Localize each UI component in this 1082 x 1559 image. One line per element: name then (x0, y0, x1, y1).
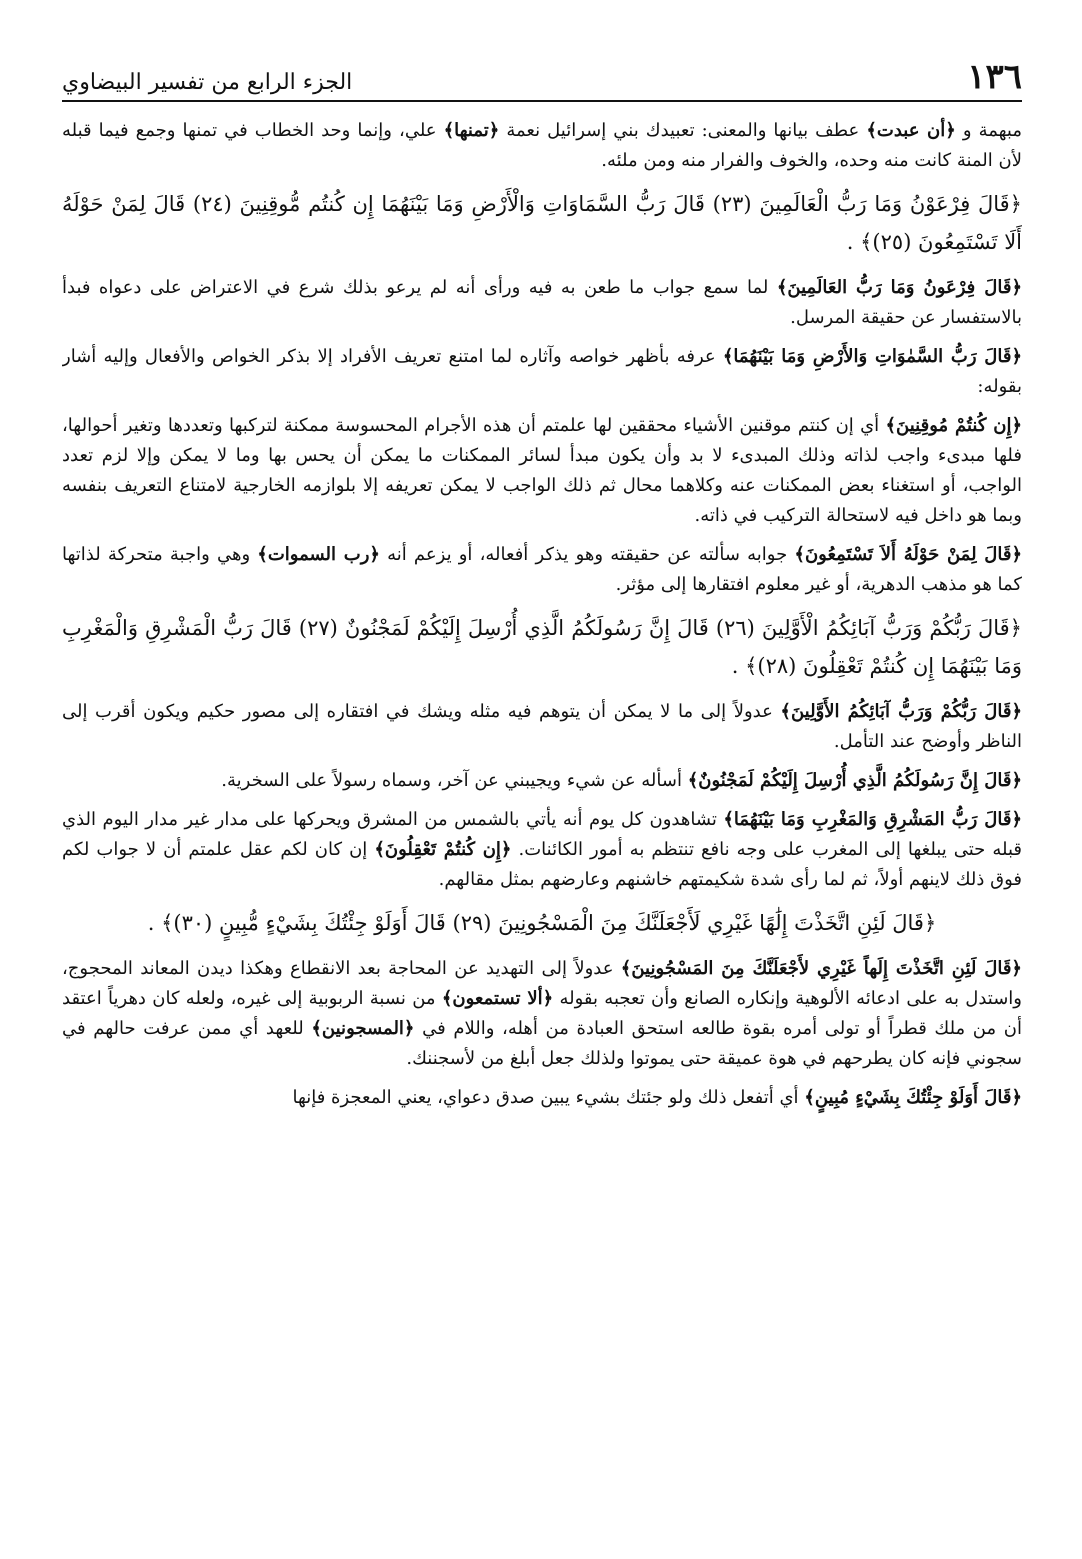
quoted-verse-text: ﴿أن عبدت﴾ (866, 120, 956, 141)
quran-verse-block (62, 185, 1022, 261)
quran-verse-block (62, 904, 1022, 942)
quoted-verse-text: ﴿قَالَ أَوَلَوْ جِئْتُكَ بِشَيْءٍ مُبِينٍ﴾ (804, 1087, 1022, 1108)
text-segment: علي، وإنما وحد الخطاب في تمنها وجمع فيما قبله لأن المنة كانت منه وحده، والخوف والفرار منه ومن ملئه. (62, 120, 1022, 171)
text-segment: ﴿قَالَ رَبُّكُمْ وَرَبُّ آبَائِكُمُ الْأَوَّلِينَ (٢٦) قَالَ إِنَّ رَسُولَكُمُ الَّذِي أُرْسِلَ إِلَيْكُمْ لَمَجْنُونٌ (٢٧) قَالَ رَبُّ الْمَشْرِقِ وَالْمَغْرِبِ وَمَا بَيْنَهُمَا إِن كُنتُمْ تَعْقِلُونَ (٢٨)﴾ . (62, 616, 1022, 678)
running-title: الجزء الرابع من تفسير البيضاوي (62, 70, 353, 95)
text-segment: للعهد أي ممن عرفت حالهم في سجوني فإنه كان يطرحهم في هوة عميقة حتى يموتوا ولذلك جعل أبلغ من لأسجننك. (62, 1018, 1022, 1069)
quoted-verse-text: ﴿ألا تستمعون﴾ (441, 988, 554, 1009)
text-segment: تشاهدون كل يوم أنه يأتي بالشمس من المشرق ويحركها على مدار غير مدار اليوم الذي قبله حتى يبلغها إلى المغرب على وجه نافع تنتظم به أمور الكائنات. (62, 809, 1022, 860)
commentary-paragraph (62, 697, 1022, 757)
text-segment: أي أتفعل ذلك ولو جئتك بشيء يبين صدق دعواي، يعني المعجزة فإنها (292, 1087, 805, 1108)
text-segment: مبهمة و (955, 120, 1022, 141)
page-header (62, 48, 1022, 102)
quoted-verse-text: ﴿قَالَ فِرْعَونُ وَمَا رَبُّ العَالَمِينَ﴾ (776, 277, 1022, 298)
commentary-paragraph (62, 766, 1022, 796)
quoted-verse-text: ﴿إِن كُنتُمْ تَعْقِلُونَ﴾ (374, 839, 512, 860)
text-segment: إن كان لكم عقل علمتم أن لا جواب لكم فوق ذلك لاينهم أولاً، ثم لما رأى شدة شكيمتهم خاشنهم وعارضهم بمثل مقالهم. (62, 839, 1022, 890)
quoted-verse-text: ﴿قَالَ لَئِنِ اتَّخَذْتَ إِلَهاً غَيْرِي لأَجْعَلَنَّكَ مِنَ المَسْجُونِينَ﴾ (620, 958, 1022, 979)
commentary-paragraph (62, 411, 1022, 531)
quoted-verse-text: ﴿إِن كُنتُمْ مُوقِنِينَ﴾ (885, 415, 1022, 436)
page-body (62, 116, 1022, 1113)
commentary-paragraph (62, 273, 1022, 333)
text-segment: ﴿قَالَ لَئِنِ اتَّخَذْتَ إِلَٰهًا غَيْرِي لَأَجْعَلَنَّكَ مِنَ الْمَسْجُونِينَ (٢٩) قَالَ أَوَلَوْ جِئْتُكَ بِشَيْءٍ مُّبِينٍ (٣٠)﴾ . (147, 911, 937, 935)
commentary-paragraph (62, 342, 1022, 402)
text-segment: جوابه سألته عن حقيقته وهو يذكر أفعاله، أو يزعم أنه (379, 544, 795, 565)
quran-verse-block (62, 609, 1022, 685)
text-segment: من نسبة الربوبية إلى غيره، ولعله كان دهرياً اعتقد أن من ملك قطراً أو تولى أمره بقوة طالعه استحق العبادة من أهله، واللام في (62, 988, 1022, 1039)
page-number: ١٣٦ (967, 57, 1022, 97)
text-segment: وهي واجبة متحركة لذاتها كما هو مذهب الدهرية، أو غير معلوم افتقارها إلى مؤثر. (62, 544, 1022, 595)
commentary-paragraph (62, 954, 1022, 1074)
quoted-verse-text: ﴿رب السموات﴾ (257, 544, 380, 565)
text-segment: أي إن كنتم موقنين الأشياء محققين لها علمتم أن هذه الأجرام المحسوسة ممكنة لتركبها وتعددها وتغير أحوالها، فلها مبدىء واجب لذاته وذلك المبدىء لا بد وأن يكون مبدأ لسائر الممكنات ما يمكن أن يحس بها وما لا يمكن وإلا لزم تعدد الواجب، أو استغناء بعض الممكنات عنه وكلاهما محال ثم ذلك الواجب لا يمكن تعريفه إلا بلوازمه الخارجية لامتناع التعريف بنفسه وبما هو داخل فيه لاستحالة التركيب في ذاته. (62, 415, 1022, 526)
text-segment: لما سمع جواب ما طعن به فيه ورأى أنه لم يرعو بذلك شرع في الاعتراض على دعواه فبدأ بالاستفسار عن حقيقة المرسل. (62, 277, 1022, 328)
quoted-verse-text: ﴿قَالَ رَبُّكُمْ وَرَبُّ آبَائِكُمُ الأَوَّلِينَ﴾ (780, 701, 1022, 722)
text-segment: عطف بيانها والمعنى: تعبيدك بني إسرائيل نعمة (499, 120, 867, 141)
quoted-verse-text: ﴿قَالَ لِمَنْ حَوْلَهُ أَلاَ تَسْتَمِعُونَ﴾ (794, 544, 1022, 565)
commentary-paragraph (62, 805, 1022, 895)
text-segment: عدولاً إلى التهديد عن المحاجة بعد الانقطاع وهكذا ديدن المعاند المحجوج، واستدل به على ادعائه الألوهية وإنكاره الصانع وأن تعجبه بقوله (62, 958, 1022, 1009)
quoted-verse-text: ﴿المسجونين﴾ (311, 1018, 415, 1039)
commentary-paragraph (62, 1083, 1022, 1113)
text-segment: عدولاً إلى ما لا يمكن أن يتوهم فيه مثله ويشك في افتقاره إلى مصور حكيم ويكون أقرب إلى الناظر وأوضح عند التأمل. (62, 701, 1022, 752)
book-page (62, 48, 1022, 1538)
quoted-verse-text: ﴿تمنها﴾ (443, 120, 500, 141)
text-segment: ﴿قَالَ فِرْعَوْنُ وَمَا رَبُّ الْعَالَمِينَ (٢٣) قَالَ رَبُّ السَّمَاوَاتِ وَالْأَرْضِ وَمَا بَيْنَهُمَا إِن كُنتُم مُّوقِنِينَ (٢٤) قَالَ لِمَنْ حَوْلَهُ أَلَا تَسْتَمِعُونَ (٢٥)﴾ . (62, 192, 1022, 254)
commentary-paragraph (62, 540, 1022, 600)
text-segment: عرفه بأظهر خواصه وآثاره لما امتنع تعريف الأفراد إلا بذكر الخواص والأفعال وإليه أشار بقوله: (62, 346, 1022, 397)
commentary-paragraph (62, 116, 1022, 176)
quoted-verse-text: ﴿قَالَ رَبُّ المَشْرِقِ وَالمَغْرِبِ وَمَا بَيْنَهُمَا﴾ (723, 809, 1022, 830)
quoted-verse-text: ﴿قَالَ إِنَّ رَسُولَكُمُ الَّذِي أُرْسِلَ إِلَيْكُمْ لَمَجْنُونٌ﴾ (687, 770, 1022, 791)
text-segment: أسأله عن شيء ويجيبني عن آخر، وسماه رسولاً على السخرية. (221, 770, 688, 791)
quoted-verse-text: ﴿قَالَ رَبُّ السَّمٰوَاتِ وَالأَرْضِ وَمَا بَيْنَهُمَا﴾ (722, 346, 1022, 367)
